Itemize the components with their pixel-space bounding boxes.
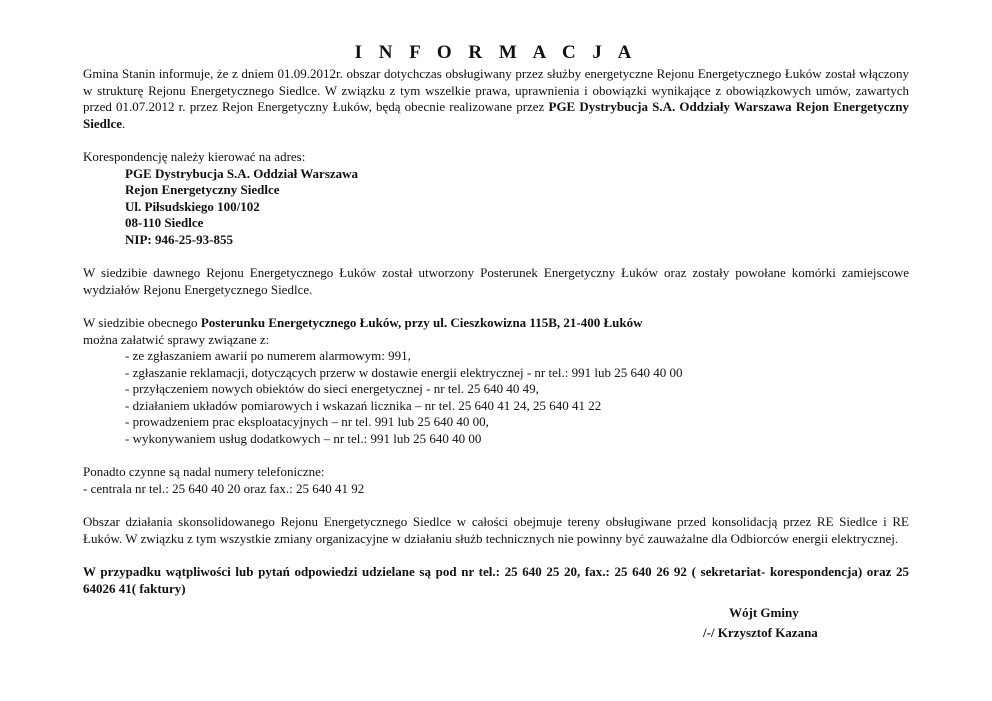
list-item: - zgłaszanie reklamacji, dotyczących przerw w dostawie energii elektrycznej - nr tel.: 991 lub 25 640 40 00	[125, 364, 683, 380]
intro-end: .	[122, 115, 126, 131]
siedziba-second-line: można załatwić sprawy związane z:	[83, 331, 270, 347]
address-line: 08-110 Siedlce	[125, 215, 204, 230]
address-block	[83, 166, 909, 249]
phones-line-2: - centrala nr tel.: 25 640 40 20 oraz fax.: 25 640 41 92	[83, 480, 365, 496]
document-title: I N F O R M A C J A	[354, 42, 638, 63]
intro-bold-text: PGE Dystrybucja S.A. Oddziały Warszawa Rejon Energetyczny Siedlce	[83, 99, 910, 131]
area-paragraph: Obszar działania skonsolidowanego Rejonu Energetycznego Siedlce w całości obejmuje tereny obsługiwane przed konsolidacją przez RE Siedlce i RE Łuków. W związku z tym wszystkie zmiany organizacyjne w działaniu służb technicznych nie powinny być zauważalne dla Odbiorców energii elektrycznej.	[83, 514, 909, 546]
address-intro: Korespondencję należy kierować na adres:	[83, 149, 306, 164]
list-item: - działaniem układów pomiarowych i wskazań licznika – nr tel. 25 640 41 24, 25 640 41 22	[125, 397, 602, 413]
intro-text: Gmina Stanin informuje, że z dniem 01.09.2012r. obszar dotychczas obsługiwany przez służby energetyczne Rejonu Energetycznego Łuków został włączony w strukturę Rejonu Energetycznego Siedlce. W związku z tym wszelkie prawa, uprawnienia i obowiązki wynikające z obowiązkowych umów, zawartych przed 01.07.2012 r. przez Rejon Energetyczny Łuków, będą obecnie realizowane przez	[83, 66, 909, 114]
siedziba-lead: W siedzibie obecnego	[83, 315, 201, 330]
siedziba-paragraph	[83, 315, 909, 447]
posterunek-paragraph: W siedzibie dawnego Rejonu Energetycznego Łuków został utworzony Posterunek Energetyczny Łuków oraz zostały powołane komórki zamiejscowe wydziałów Rejonu Energetycznego Siedlce.	[83, 265, 909, 297]
address-line: PGE Dystrybucja S.A. Oddział Warszawa	[125, 165, 359, 181]
address-line: NIP: 946-25-93-855	[125, 231, 233, 247]
phones-line-1: Ponadto czynne są nadal numery telefoniczne:	[83, 464, 325, 479]
contact-paragraph	[83, 564, 909, 597]
address-line: Rejon Energetyczny Siedlce	[125, 182, 280, 197]
document-page	[83, 42, 910, 640]
list-item: - przyłączeniem nowych obiektów do sieci energetycznej - nr tel. 25 640 40 49,	[125, 381, 539, 396]
siedziba-address: Posterunku Energetycznego Łuków, przy ul. Cieszkowizna 115B, 21-400 Łuków	[200, 315, 643, 330]
signature-name: /-/ Krzysztof Kazana	[703, 625, 818, 640]
services-list	[83, 348, 909, 447]
intro-paragraph	[83, 66, 909, 132]
list-item: - wykonywaniem usług dodatkowych – nr tel.: 991 lub 25 640 40 00	[125, 430, 482, 446]
list-item: - ze zgłaszaniem awarii po numerem alarmowym: 991,	[125, 348, 411, 363]
list-item: - prowadzeniem prac eksploatacyjnych – nr tel. 991 lub 25 640 40 00,	[125, 414, 489, 429]
contact-text: W przypadku wątpliwości lub pytań odpowiedzi udzielane są pod nr tel.: 25 640 25 20, fax.: 25 640 26 92 ( sekretariat- korespondencja) oraz 25 64026 41( faktury)	[83, 564, 909, 596]
signature-role: Wójt Gminy	[729, 605, 799, 620]
address-line: Ul. Piłsudskiego 100/102	[125, 198, 260, 214]
